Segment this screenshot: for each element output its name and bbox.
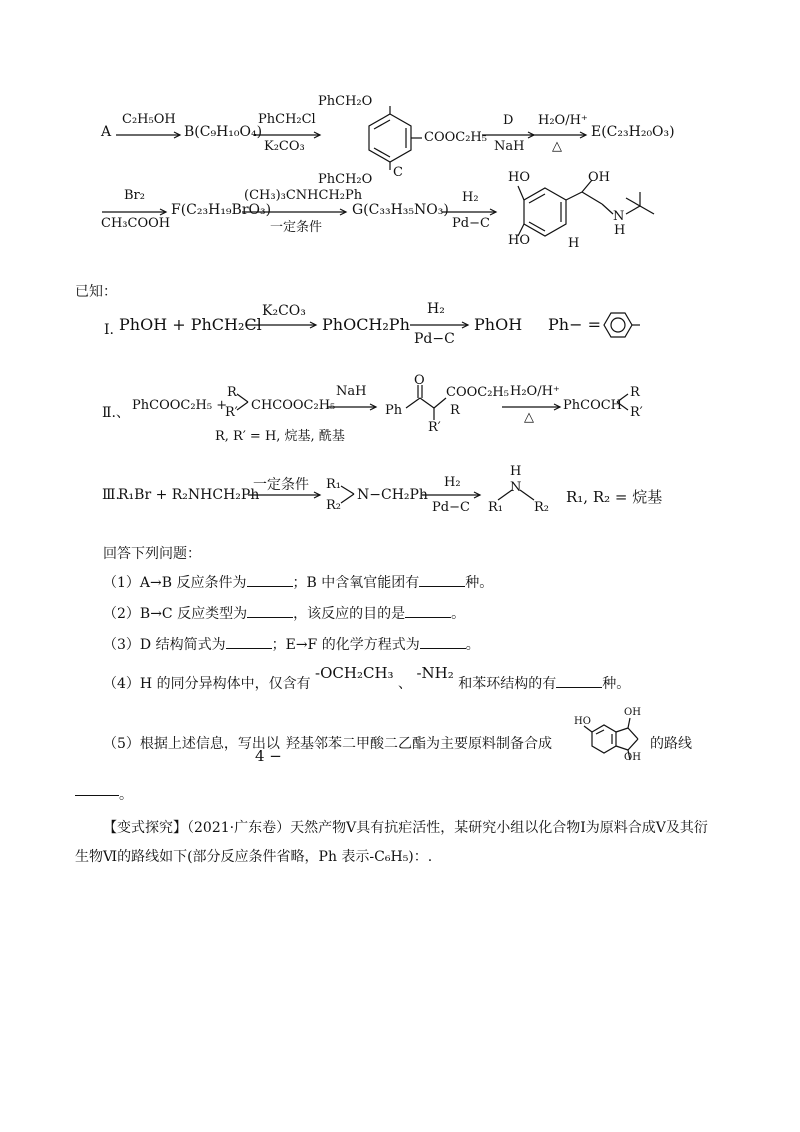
rule1-arrow1 bbox=[244, 320, 320, 330]
c-benzyloxy-top: PhCH₂O bbox=[318, 94, 373, 109]
rule2-product-ester: COOC₂H₅ bbox=[446, 385, 509, 400]
rule3-arrow2 bbox=[420, 490, 484, 500]
variant-paragraph-line2: 生物Ⅵ的路线如下(部分反应条件省略，Ph 表示-C₆H₅)：. bbox=[75, 849, 433, 865]
phenyl-ring-icon bbox=[592, 308, 642, 342]
rule2-carbonyl-o: O bbox=[414, 373, 425, 388]
question-2 bbox=[103, 603, 465, 623]
q1-blank-1[interactable] bbox=[247, 574, 293, 587]
rule2-note: R, R′ = H, 烷基, 酰基 bbox=[215, 429, 345, 444]
compound-g: G(C₃₃H₃₅NO₃) bbox=[352, 202, 449, 218]
arrow-e-f-solvent: CH₃COOH bbox=[101, 216, 171, 231]
arrow-f-g-condition: 一定条件 bbox=[270, 220, 323, 235]
q5-target-oh-bottom: OH bbox=[624, 752, 641, 763]
q2-blank-1[interactable] bbox=[247, 605, 293, 618]
q5-text-a: （5）根据上述信息，写出以 bbox=[103, 736, 280, 752]
rule2-product-ph: Ph bbox=[385, 403, 403, 418]
rule2-branch bbox=[236, 392, 250, 412]
q4-ethoxy-group: -OCH₂CH₃ bbox=[315, 664, 394, 682]
rule2-number: Ⅱ.、 bbox=[102, 405, 130, 421]
compound-c-label: C bbox=[393, 165, 403, 180]
rule2-final-r-prime: R′ bbox=[630, 405, 643, 420]
rule3-arrow2-hydrogen: H₂ bbox=[444, 475, 461, 490]
rule3-arrow2-catalyst: Pd−C bbox=[432, 500, 470, 515]
q1-text-b: ；B 中含氧官能团有 bbox=[292, 575, 420, 591]
rule2-product-r: R bbox=[450, 403, 460, 418]
rule1-intermediate: PhOCH₂Ph bbox=[322, 315, 410, 334]
q2-blank-2[interactable] bbox=[405, 605, 451, 618]
rule2-r-prime: R′ bbox=[225, 405, 238, 420]
h-hydroxy-bottom: HO bbox=[508, 233, 530, 248]
q1-text-c: 种。 bbox=[465, 575, 494, 591]
q5-target-ho: HO bbox=[574, 716, 591, 727]
questions-prompt: 回答下列问题： bbox=[103, 546, 201, 562]
question-1 bbox=[103, 572, 493, 592]
compound-f: F(C₂₃H₁₉BrO₃) bbox=[171, 202, 272, 218]
rule1-product: PhOH bbox=[474, 315, 523, 334]
q5-text-c: 的路线 bbox=[650, 736, 692, 752]
arrow-g-h-catalyst: Pd−C bbox=[452, 216, 490, 231]
q5-text-b: 羟基邻苯二甲酸二乙酯为主要原料制备合成 bbox=[286, 736, 552, 752]
arrow-c-base-nah: NaH bbox=[494, 139, 525, 154]
arrow-a-to-b bbox=[114, 130, 184, 140]
rule1-reactants: PhOH + PhCH₂Cl bbox=[119, 315, 262, 334]
q1-blank-2[interactable] bbox=[419, 574, 465, 587]
rule2-arrow2-reagent: H₂O/H⁺ bbox=[510, 384, 560, 399]
q2-text-c: 。 bbox=[451, 606, 466, 622]
c-benzyloxy-bottom: PhCH₂O bbox=[318, 172, 373, 187]
q5-target-oh-top: OH bbox=[624, 707, 641, 718]
q2-text-b: ，该反应的目的是 bbox=[293, 606, 406, 622]
rule2-ester: PhCOOC₂H₅ + bbox=[132, 398, 228, 413]
rule2-r: R bbox=[227, 385, 237, 400]
q2-text-a: （2）B→C 反应类型为 bbox=[103, 606, 248, 622]
rule2-final-ketone: PhCOCH bbox=[563, 398, 623, 413]
q4-separator: 、 bbox=[398, 676, 412, 692]
q1-text-a: （1）A→B 反应条件为 bbox=[103, 575, 247, 591]
arrow-b-c-reagent: PhCH₂Cl bbox=[258, 112, 316, 127]
ph-definition: Ph− = bbox=[548, 315, 601, 334]
rule1-arrow2 bbox=[408, 320, 472, 330]
rule3-arrow1-condition: 一定条件 bbox=[253, 477, 309, 493]
compound-a: A bbox=[101, 124, 112, 140]
arrow-g-h-hydrogen: H₂ bbox=[462, 190, 479, 205]
rule3-r1: R₁ bbox=[326, 477, 341, 492]
rule3-note: R₁, R₂ = 烷基 bbox=[566, 488, 663, 506]
compound-e: E(C₂₃H₂₀O₃) bbox=[591, 124, 675, 140]
q5-end-mark: 。 bbox=[119, 787, 133, 803]
compound-h-label: H bbox=[568, 236, 580, 251]
c-ester-group: COOC₂H₅ bbox=[424, 130, 487, 145]
h-nitrogen: N bbox=[613, 209, 625, 224]
arrow-e-heat: △ bbox=[552, 139, 562, 154]
q3-text-a: （3）D 结构简式为 bbox=[103, 637, 226, 653]
q5-answer-blank[interactable] bbox=[75, 795, 119, 796]
question-4 bbox=[103, 664, 631, 693]
rule3-product-r1: R₁ bbox=[488, 500, 503, 515]
q4-blank[interactable] bbox=[556, 675, 602, 688]
rule1-number: Ⅰ. bbox=[104, 322, 114, 338]
arrow-b-c-base: K₂CO₃ bbox=[264, 139, 305, 154]
arrow-f-g-amine: (CH₃)₃CNHCH₂Ph bbox=[244, 188, 363, 203]
q4-amino-group: -NH₂ bbox=[416, 664, 454, 682]
rule3-product-n: N bbox=[510, 480, 522, 495]
rule2-arrow2-heat: △ bbox=[524, 410, 534, 425]
q3-blank-1[interactable] bbox=[226, 636, 272, 649]
q4-text-b: 和苯环结构的有 bbox=[458, 676, 557, 692]
q5-prefix: 4 − bbox=[255, 747, 282, 765]
rule3-product-r2: R₂ bbox=[534, 500, 549, 515]
rule3-reactants: R₁Br + R₂NHCH₂Ph bbox=[118, 487, 260, 503]
rule2-arrow1 bbox=[326, 402, 380, 412]
rule2-final-r: R bbox=[630, 385, 640, 400]
compound-b: B(C₉H₁₀O₄) bbox=[184, 124, 263, 140]
q3-text-c: 。 bbox=[465, 637, 480, 653]
h-hydroxy-top: HO bbox=[508, 170, 530, 185]
h-hydroxy-side: OH bbox=[588, 170, 610, 185]
rule3-product-h: H bbox=[510, 464, 522, 479]
rule1-arrow2-hydrogen: H₂ bbox=[427, 301, 445, 317]
q4-text-c: 种。 bbox=[602, 676, 631, 692]
rule3-intermediate: N−CH₂Ph bbox=[357, 487, 428, 503]
rule3-number: Ⅲ. bbox=[102, 487, 120, 503]
arrow-e-f-bromine: Br₂ bbox=[124, 188, 145, 203]
rule2-arrow1-base: NaH bbox=[336, 384, 367, 399]
rule1-arrow2-catalyst: Pd−C bbox=[414, 331, 455, 347]
rule1-arrow1-reagent: K₂CO₃ bbox=[262, 303, 306, 319]
h-nh-hydrogen: H bbox=[614, 223, 626, 238]
question-3 bbox=[103, 634, 480, 654]
known-label: 已知： bbox=[75, 284, 117, 300]
rule2-product-r-prime: R′ bbox=[428, 420, 441, 435]
arrow-e-reagent: H₂O/H⁺ bbox=[538, 113, 588, 128]
arrow-a-b-reagent: C₂H₅OH bbox=[122, 112, 176, 127]
q3-text-b: ；E→F 的化学方程式为 bbox=[271, 637, 420, 653]
q3-blank-2[interactable] bbox=[420, 636, 466, 649]
rule3-amine-branch bbox=[340, 484, 356, 506]
arrow-c-reagent-d: D bbox=[503, 113, 514, 128]
variant-paragraph-line1: 【变式探究】（2021·广东卷）天然产物Ⅴ具有抗疟活性，某研究小组以化合物Ⅰ为原料合成Ⅴ及其衍 bbox=[103, 820, 708, 836]
rule2-final-branch bbox=[616, 392, 630, 412]
rule3-r2: R₂ bbox=[326, 498, 341, 513]
q4-text-a: （4）H 的同分异构体中，仅含有 bbox=[103, 676, 311, 692]
rule2-chcooc: CHCOOC₂H₅ bbox=[251, 398, 336, 413]
